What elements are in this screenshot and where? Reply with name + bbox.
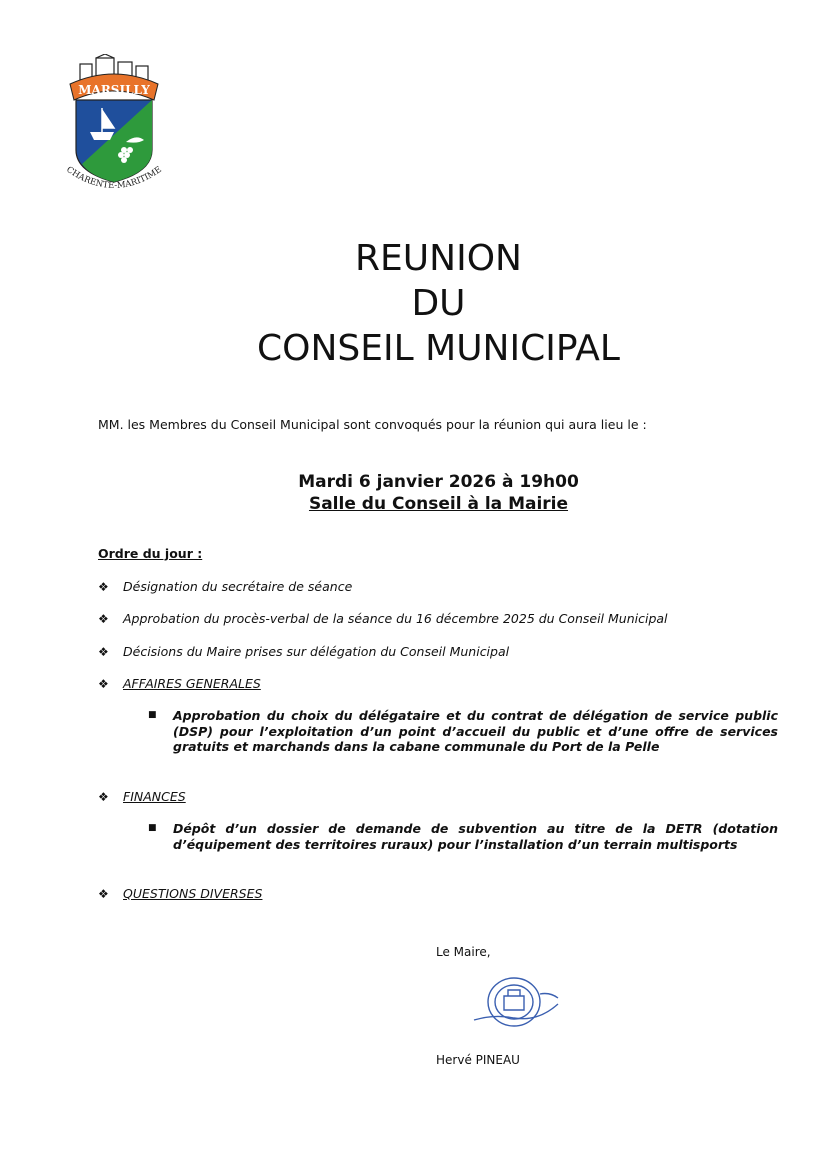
title-line-3: CONSEIL MUNICIPAL	[257, 328, 620, 369]
agenda-heading: Ordre du jour :	[98, 546, 203, 561]
diamond-bullet-icon: ❖	[98, 790, 109, 804]
agenda-item	[98, 886, 262, 901]
meeting-location: Salle du Conseil à la Mairie	[308, 494, 569, 514]
town-coat-of-arms-logo	[60, 54, 168, 202]
agenda-item	[98, 644, 509, 659]
diamond-bullet-icon: ❖	[98, 887, 109, 901]
logo-department: CHARENTE-MARITIME	[64, 164, 164, 192]
diamond-bullet-icon: ❖	[98, 677, 109, 691]
agenda-subitem	[148, 708, 778, 755]
diamond-bullet-icon: ❖	[98, 645, 109, 659]
title-line-2: DU	[411, 283, 466, 324]
diamond-bullet-icon: ❖	[98, 580, 109, 594]
signature-role: Le Maire,	[436, 945, 491, 959]
square-bullet-icon: ■	[148, 823, 157, 833]
agenda-item-text: Décisions du Maire prises sur délégation du Conseil Municipal	[123, 644, 510, 659]
agenda-subitem	[148, 821, 778, 852]
signature-name: Hervé PINEAU	[436, 1053, 520, 1067]
meeting-date: Mardi 6 janvier 2026 à 19h00	[298, 472, 579, 492]
agenda-section-affaires-generales: AFFAIRES GENERALES	[123, 676, 261, 691]
agenda-item	[98, 789, 186, 804]
square-bullet-icon: ■	[148, 710, 157, 720]
agenda-item	[98, 611, 668, 626]
agenda-subitem-text: Dépôt d’un dossier de demande de subvention au titre de la DETR (dotation d’équipement des territoires ruraux) pour l’installation d’un terrain multisports	[173, 821, 778, 852]
convocation-intro: MM. les Membres du Conseil Municipal sont convoqués pour la réunion qui aura lieu le :	[98, 417, 647, 432]
agenda-item-text: Approbation du procès-verbal de la séance du 16 décembre 2025 du Conseil Municipal	[123, 611, 668, 626]
title-line-1: REUNION	[355, 238, 522, 279]
agenda-section-questions-diverses: QUESTIONS DIVERSES	[123, 886, 263, 901]
diamond-bullet-icon: ❖	[98, 612, 109, 626]
agenda-item	[98, 579, 352, 594]
agenda-subitem-text: Approbation du choix du délégataire et du contrat de délégation de service public (DSP) pour l’exploitation d’un point d’accueil du public et d’une offre de services gratuits et marchands dans la cabane communale du Port de la Pelle	[173, 708, 778, 754]
agenda-item	[98, 676, 261, 691]
mayor-stamp-signature-icon	[470, 972, 562, 1032]
agenda-section-finances: FINANCES	[123, 789, 186, 804]
agenda-item-text: Désignation du secrétaire de séance	[123, 579, 353, 594]
logo-town-name: MARSILLY	[78, 83, 150, 97]
